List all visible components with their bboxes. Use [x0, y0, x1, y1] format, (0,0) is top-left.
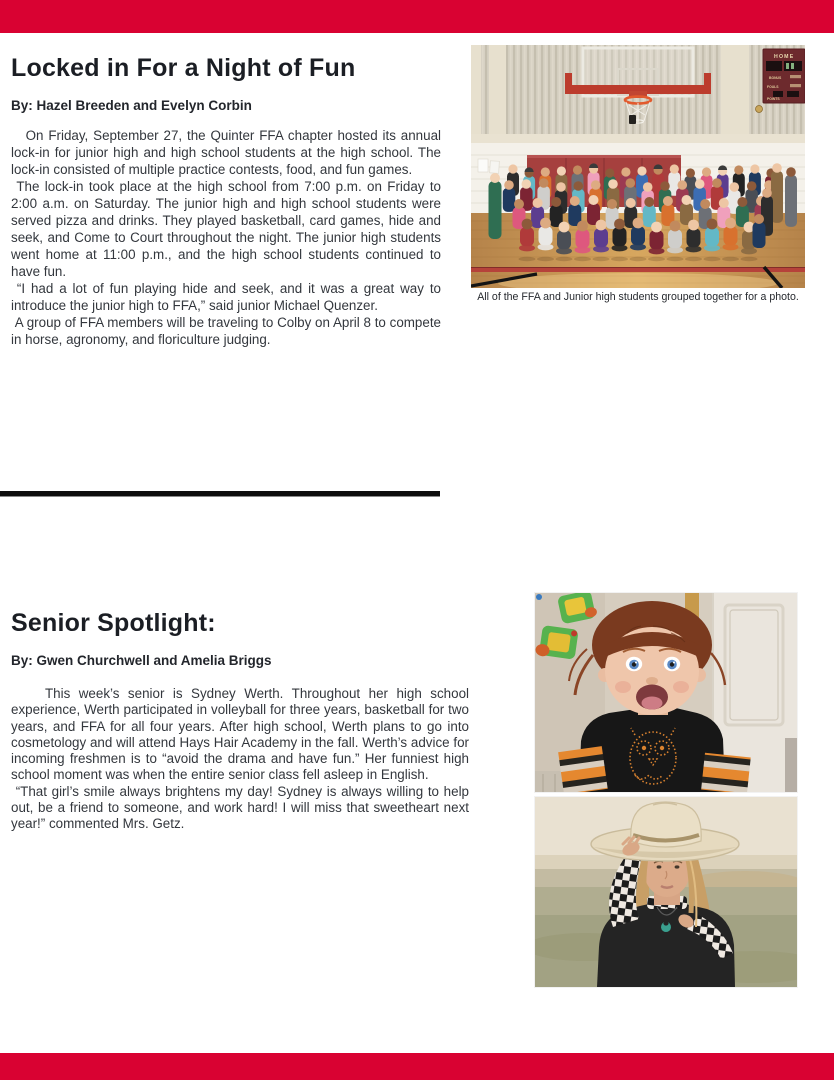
paragraph: A group of FFA members will be traveling to Colby on April 8 to compete in horse, agronomy, and floriculture judging. [11, 315, 445, 347]
article-lockin-title: Locked in For a Night of Fun [11, 54, 356, 82]
svg-text:HOME: HOME [774, 54, 795, 60]
paragraph: “I had a lot of fun playing hide and seek, and it was a great way to introduce the junior high to FFA,” said junior Michael Quenzer. [11, 281, 445, 313]
paragraph: The lock-in took place at the high school from 7:00 p.m. on Friday to 2:00 a.m. on Saturday. The junior high and high school students were served pizza and drinks. They played basketball, card games, hide and seek, and Come to Court throughout the night. The junior high students went home at 11:00 p.m., and the high school students continued to have fun. [11, 179, 445, 279]
gym-photo-figure [471, 45, 805, 304]
bottom-accent-bar [0, 1053, 834, 1080]
article-lockin [11, 53, 445, 348]
baby-photo-figure [535, 593, 797, 792]
article-senior-byline: By: Gwen Churchwell and Amelia Briggs [11, 653, 272, 668]
gym-group-photo-illustration [471, 45, 805, 288]
senior-portrait-illustration [535, 797, 797, 987]
article-lockin-body [11, 127, 445, 348]
svg-text:FOULS: FOULS [767, 85, 779, 89]
article-senior-body [11, 686, 473, 833]
baby-photo-illustration [535, 593, 797, 792]
top-accent-bar [0, 0, 834, 33]
senior-photo-figure [535, 797, 797, 987]
scoreboard [763, 49, 805, 103]
svg-text:BONUS: BONUS [769, 76, 782, 80]
gym-photo-caption: All of the FFA and Junior high students grouped together for a photo. [477, 291, 799, 303]
article-senior-title: Senior Spotlight: [11, 609, 216, 637]
paragraph: On Friday, September 27, the Quinter FFA chapter hosted its annual lock-in for junior high and high school students at the high school. The lock-in consisted of multiple practice contests, food, and fun games. [11, 128, 445, 177]
article-lockin-byline: By: Hazel Breeden and Evelyn Corbin [11, 98, 252, 113]
paragraph: “That girl’s smile always brightens my day! Sydney is always willing to help out, be a friend to someone, and work hard! I will miss that sweetheart next year!” commented Mrs. Getz. [11, 783, 473, 832]
paragraph: This week’s senior is Sydney Werth. Throughout her high school experience, Werth participated in volleyball for three years, basketball for two years, and FFA for all four years. After high school, Werth plans to go into cosmetology and will attend Hays Hair Academy in the fall. Werth’s advice for incoming freshmen is to “avoid the drama and have fun.” Her funniest high school moment was when the entire senior class fell asleep in English. [11, 686, 473, 783]
article-senior-spotlight [11, 608, 473, 833]
section-divider [0, 491, 440, 497]
svg-text:POINTS: POINTS [767, 97, 780, 101]
